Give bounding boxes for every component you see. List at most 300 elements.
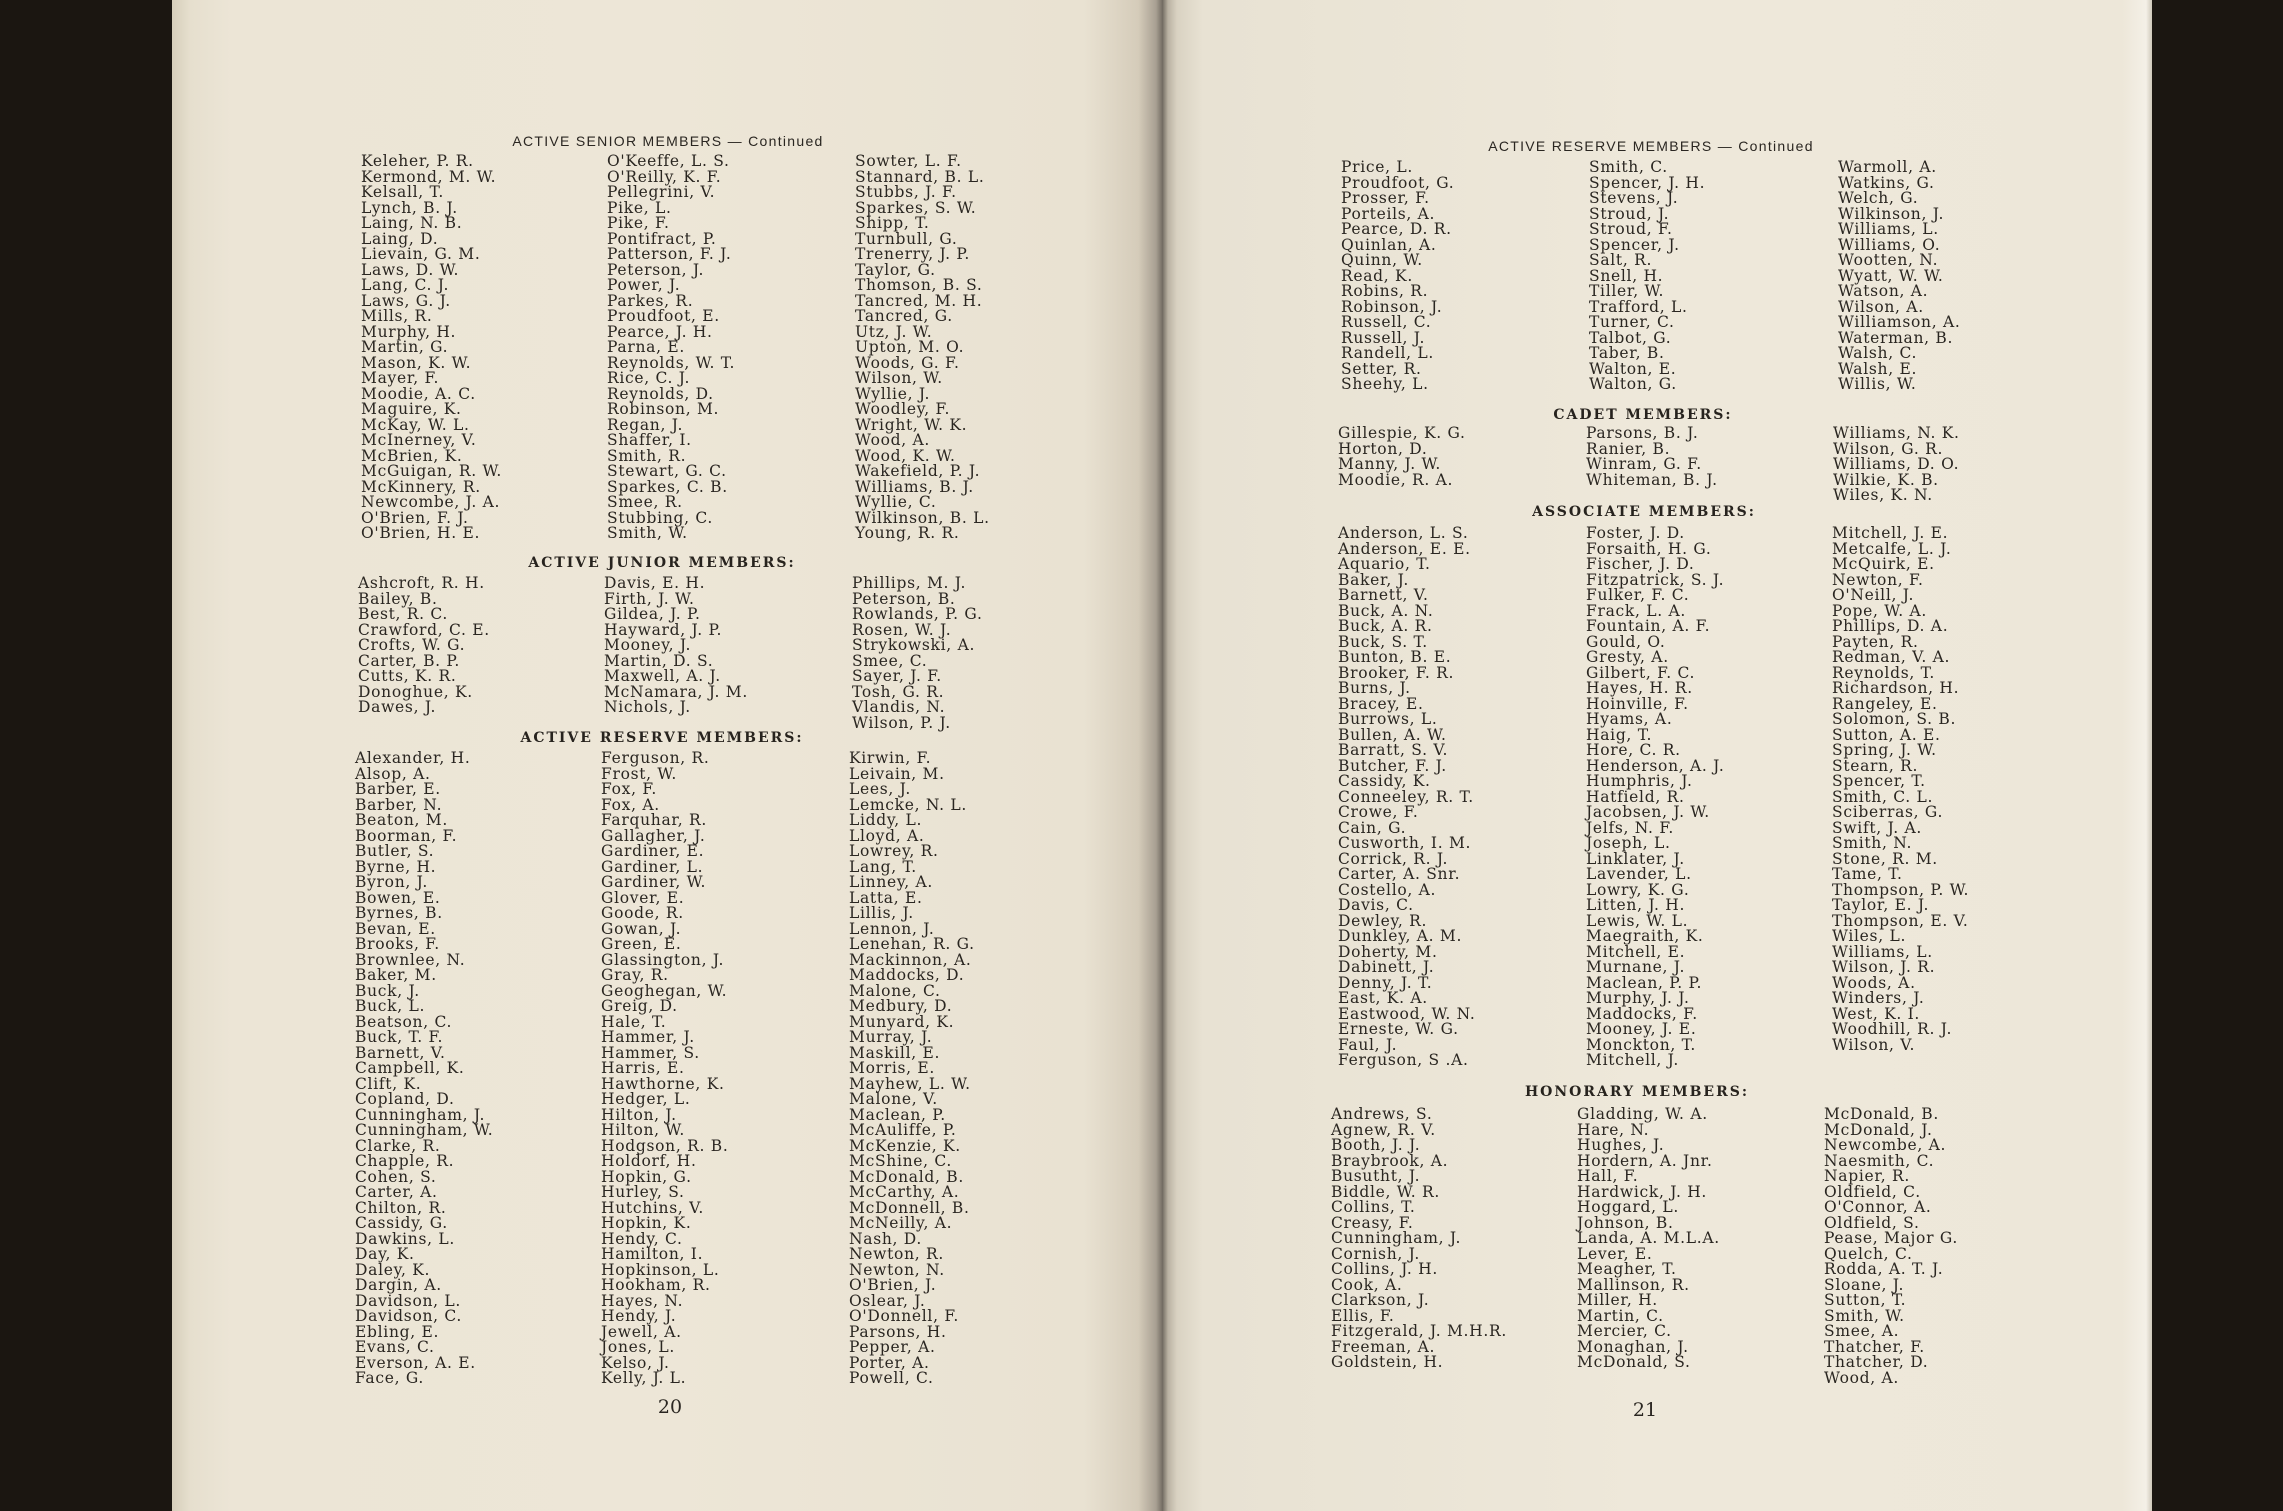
member-name: Boorman, F.: [355, 826, 458, 845]
member-name: Spencer, T.: [1832, 772, 1926, 790]
member-column: [1341, 160, 1454, 393]
member-name: Naesmith, C.: [1824, 1151, 1935, 1170]
member-name: Smee, R.: [607, 493, 683, 511]
member-name: Martin, G.: [361, 338, 449, 356]
member-name: Trenerry, J. P.: [855, 245, 971, 263]
member-name: Braybrook, A.: [1331, 1151, 1449, 1170]
member-name: Buck, S. T.: [1338, 632, 1428, 651]
member-name: O'Neill, J.: [1832, 586, 1915, 604]
member-name: Lang, T.: [849, 857, 917, 876]
member-name: Thatcher, F.: [1824, 1337, 1925, 1356]
member-name: Fischer, J. D.: [1586, 555, 1695, 573]
member-name: Malone, V.: [849, 1090, 938, 1108]
member-name: Buck, L.: [355, 997, 426, 1015]
member-name: Gladding, W. A.: [1577, 1105, 1708, 1123]
member-name: Hodgson, R. B.: [601, 1136, 729, 1155]
member-name: Wilson, V.: [1832, 1035, 1916, 1054]
member-name: Kelso, J.: [601, 1353, 670, 1372]
member-name: Everson, A. E.: [355, 1353, 476, 1372]
member-name: Strykowski, A.: [852, 636, 976, 654]
member-name: Mooney, J.: [604, 636, 692, 654]
member-name: Clarke, R.: [355, 1136, 441, 1155]
member-name: Woods, G. F.: [855, 353, 960, 372]
member-name: Thatcher, D.: [1824, 1353, 1929, 1371]
member-name: Barnett, V.: [355, 1043, 446, 1062]
member-name: Pease, Major G.: [1824, 1229, 1958, 1247]
member-name: Quinn, W.: [1341, 251, 1423, 269]
member-column: [852, 576, 983, 731]
member-name: Mooney, J. E.: [1586, 1020, 1697, 1038]
member-name: Crofts, W. G.: [358, 636, 466, 654]
member-name: Bailey, B.: [358, 589, 438, 608]
member-name: Davidson, L.: [355, 1291, 462, 1310]
member-name: Fulker, F. C.: [1586, 586, 1690, 604]
member-name: Newton, N.: [849, 1260, 945, 1279]
member-name: Denny, J. T.: [1338, 973, 1433, 992]
member-name: Anderson, L. S.: [1338, 524, 1469, 542]
member-name: Clift, K.: [355, 1074, 422, 1093]
member-name: O'Brien, H. E.: [361, 524, 481, 542]
member-name: Mills, R.: [361, 307, 433, 325]
member-name: Stroud, F.: [1589, 220, 1673, 238]
member-name: Powell, C.: [849, 1369, 934, 1387]
member-name: Watkins, G.: [1838, 173, 1935, 192]
member-name: Brooks, F.: [355, 935, 440, 953]
member-name: Woodhill, R. J.: [1832, 1020, 1953, 1038]
member-name: Pike, L.: [607, 198, 672, 217]
member-name: Horton, D.: [1338, 439, 1428, 458]
member-name: Read, K.: [1341, 266, 1413, 285]
member-name: Woods, A.: [1832, 973, 1916, 992]
member-name: McGuigan, R. W.: [361, 462, 503, 480]
page-number: 20: [657, 1396, 683, 1418]
member-name: Fox, A.: [601, 795, 660, 814]
member-column: [855, 154, 990, 542]
member-name: Williams, L.: [1832, 942, 1933, 961]
member-column: [604, 576, 748, 716]
member-name: Williams, N. K.: [1833, 424, 1960, 442]
member-name: Hilton, W.: [601, 1121, 685, 1139]
member-column: [1832, 526, 1969, 1053]
member-name: Robinson, M.: [607, 400, 720, 418]
member-name: Quinlan, A.: [1341, 235, 1437, 254]
member-name: Sciberras, G.: [1832, 803, 1944, 821]
member-name: Smith, W.: [1824, 1306, 1905, 1325]
member-name: Thomson, B. S.: [855, 276, 983, 294]
member-name: Peterson, B.: [852, 589, 956, 608]
member-name: Chilton, R.: [355, 1198, 447, 1217]
member-name: Sheehy, L.: [1341, 375, 1429, 393]
member-name: Utz, J. W.: [855, 322, 933, 341]
member-name: Martin, C.: [1577, 1306, 1664, 1325]
member-name: Gould, O.: [1586, 632, 1666, 651]
member-name: Richardson, H.: [1832, 679, 1960, 697]
member-name: Jelfs, N. F.: [1586, 818, 1674, 837]
member-name: McAuliffe, P.: [849, 1121, 957, 1139]
member-name: Stannard, B. L.: [855, 167, 985, 186]
member-name: O'Donnell, F.: [849, 1307, 960, 1325]
member-name: Baker, J.: [1338, 570, 1409, 589]
member-name: O'Reilly, K. F.: [607, 167, 722, 186]
member-name: Hoggard, L.: [1577, 1198, 1680, 1216]
member-name: Wright, W. K.: [855, 415, 968, 434]
member-name: Davidson, C.: [355, 1307, 463, 1325]
member-name: Tancred, G.: [855, 307, 953, 325]
member-name: Frost, W.: [601, 764, 677, 783]
member-name: Porteils, A.: [1341, 204, 1436, 223]
member-name: Payten, R.: [1832, 632, 1919, 651]
member-name: Robinson, J.: [1341, 297, 1443, 316]
member-name: Campbell, K.: [355, 1059, 465, 1077]
member-name: Anderson, E. E.: [1338, 539, 1471, 558]
member-name: Newcombe, J. A.: [361, 493, 501, 511]
member-name: Lang, C. J.: [361, 276, 450, 294]
member-name: Best, R. C.: [358, 605, 449, 623]
member-name: Prosser, F.: [1341, 189, 1430, 207]
member-name: Gallagher, J.: [601, 826, 706, 845]
member-name: Taylor, G.: [855, 260, 936, 279]
member-name: Clarkson, J.: [1331, 1291, 1430, 1309]
member-name: Liddy, L.: [849, 811, 923, 829]
member-name: Swift, J. A.: [1832, 818, 1923, 837]
member-name: Gardiner, W.: [601, 873, 707, 891]
member-name: Hale, T.: [601, 1012, 667, 1031]
member-name: Turner, C.: [1589, 313, 1675, 331]
member-name: Maxwell, A. J.: [604, 667, 721, 685]
member-name: Hammer, S.: [601, 1043, 700, 1062]
member-name: Frack, L. A.: [1586, 601, 1686, 620]
member-name: Upton, M. O.: [855, 338, 965, 356]
member-name: Williams, B. J.: [855, 477, 974, 496]
member-name: Oslear, J.: [849, 1291, 926, 1310]
member-name: Humphris, J.: [1586, 772, 1693, 790]
member-name: Hall, F.: [1577, 1167, 1639, 1185]
member-name: O'Brien, F. J.: [361, 508, 469, 527]
member-name: O'Connor, A.: [1824, 1198, 1932, 1216]
member-name: Russell, J.: [1341, 328, 1426, 347]
member-name: Taylor, E. J.: [1832, 896, 1930, 914]
member-name: Buck, T. F.: [355, 1028, 444, 1046]
member-name: Alsop, A.: [355, 764, 431, 783]
member-name: Face, G.: [355, 1369, 425, 1387]
member-name: Randell, L.: [1341, 344, 1435, 362]
member-name: Eastwood, W. N.: [1338, 1004, 1476, 1023]
member-name: Walsh, C.: [1838, 344, 1918, 362]
member-name: O'Brien, J.: [849, 1276, 937, 1294]
member-name: Creasy, F.: [1331, 1213, 1414, 1232]
member-name: Lemcke, N. L.: [849, 795, 968, 814]
member-name: Beatson, C.: [355, 1012, 453, 1031]
member-name: Monaghan, J.: [1577, 1337, 1689, 1356]
member-name: Mason, K. W.: [361, 353, 472, 372]
member-name: McDonald, B.: [849, 1167, 964, 1186]
member-name: Wilson, W.: [855, 369, 943, 387]
member-name: Cornish, J.: [1331, 1244, 1420, 1263]
member-name: Gildea, J. P.: [604, 605, 701, 623]
member-name: Ferguson, S .A.: [1338, 1051, 1469, 1069]
member-name: Williams, O.: [1838, 235, 1941, 254]
member-name: Williams, D. O.: [1833, 455, 1960, 473]
member-name: Stearn, R.: [1832, 756, 1919, 775]
member-name: Baker, M.: [355, 966, 437, 984]
member-column: [1586, 426, 1718, 488]
member-name: Leivain, M.: [849, 764, 945, 783]
member-name: Aquario, T.: [1338, 555, 1431, 573]
member-name: Wilkinson, B. L.: [855, 508, 990, 527]
member-name: Reynolds, T.: [1832, 663, 1935, 682]
member-name: Moodie, R. A.: [1338, 470, 1454, 489]
member-name: Gowan, J.: [601, 919, 682, 938]
member-name: Haig, T.: [1586, 725, 1653, 744]
member-name: Martin, D. S.: [604, 651, 714, 670]
member-name: Sutton, T.: [1824, 1291, 1907, 1309]
member-name: Walsh, E.: [1838, 359, 1918, 378]
member-column: [1824, 1107, 1958, 1386]
member-name: Latta, E.: [849, 888, 923, 907]
member-name: Malone, C.: [849, 981, 941, 1000]
member-name: Lowry, K. G.: [1586, 880, 1690, 899]
member-name: Crawford, C. E.: [358, 620, 490, 639]
member-name: Lowrey, R.: [849, 842, 939, 860]
member-name: Wyatt, W. W.: [1838, 266, 1944, 285]
member-name: Newcombe, A.: [1824, 1136, 1947, 1154]
member-name: Setter, R.: [1341, 359, 1422, 378]
continued-heading: ACTIVE SENIOR MEMBERS — Continued: [512, 133, 824, 149]
member-name: Trafford, L.: [1589, 297, 1688, 316]
member-column: [1338, 526, 1476, 1069]
member-name: Tancred, M. H.: [855, 291, 983, 310]
member-column: [1338, 426, 1466, 488]
member-name: Winram, G. F.: [1586, 455, 1702, 473]
member-name: Reynolds, W. T.: [607, 353, 736, 372]
member-name: Sayer, J. F.: [852, 667, 942, 685]
member-name: Morris, E.: [849, 1059, 936, 1077]
member-column: [1586, 526, 1725, 1069]
member-name: Geoghegan, W.: [601, 981, 728, 1000]
member-name: Davis, C.: [1338, 896, 1414, 914]
member-name: Butler, S.: [355, 842, 435, 860]
member-column: [1838, 160, 1960, 393]
member-name: Collins, T.: [1331, 1198, 1416, 1216]
member-name: Wilkie, K. B.: [1833, 470, 1939, 489]
member-name: Hatfield, R.: [1586, 787, 1685, 806]
member-name: Tosh, G. R.: [852, 682, 945, 701]
member-name: Proudfoot, G.: [1341, 173, 1455, 192]
member-name: Munyard, K.: [849, 1012, 955, 1031]
member-name: McShine, C.: [849, 1152, 953, 1170]
member-name: Stone, R. M.: [1832, 849, 1938, 868]
member-name: Murnane, J.: [1586, 958, 1686, 976]
member-name: Buck, A. N.: [1338, 601, 1434, 620]
member-name: Proudfoot, E.: [607, 307, 720, 325]
member-column: [849, 751, 975, 1387]
member-name: Mercier, C.: [1577, 1322, 1672, 1340]
member-name: Maddocks, D.: [849, 966, 965, 984]
section-heading-associate: ASSOCIATE MEMBERS:: [1532, 504, 1756, 520]
member-name: Wilson, P. J.: [852, 713, 951, 732]
member-name: Daley, K.: [355, 1260, 431, 1279]
member-column: [1331, 1107, 1507, 1371]
member-name: Wilson, A.: [1838, 297, 1924, 316]
member-name: McInerney, V.: [361, 431, 477, 449]
member-name: Newton, R.: [849, 1245, 944, 1263]
member-name: Butcher, F. J.: [1338, 756, 1447, 775]
member-name: Stevens, J.: [1589, 189, 1679, 207]
member-name: Maclean, P.: [849, 1105, 946, 1124]
member-name: Robins, R.: [1341, 282, 1429, 300]
member-name: Wilson, G. R.: [1833, 439, 1944, 458]
member-name: Walton, G.: [1589, 375, 1677, 393]
member-name: Wilson, J. R.: [1832, 958, 1936, 976]
member-name: Cassidy, G.: [355, 1214, 448, 1232]
member-name: Joseph, L.: [1586, 834, 1671, 852]
section-heading-honorary: HONORARY MEMBERS:: [1524, 1084, 1750, 1100]
member-name: Wootten, N.: [1838, 251, 1939, 269]
member-name: Walton, E.: [1589, 359, 1677, 378]
member-name: Woodley, F.: [855, 400, 951, 418]
member-name: Hedger, L.: [601, 1090, 691, 1108]
member-name: Fox, F.: [601, 780, 658, 798]
member-name: Hurley, S.: [601, 1183, 685, 1201]
member-name: Fountain, A. F.: [1586, 617, 1711, 635]
member-name: Kermond, M. W.: [361, 167, 497, 186]
member-name: Collins, J. H.: [1331, 1260, 1438, 1278]
member-name: Thompson, E. V.: [1832, 911, 1969, 930]
member-name: Erneste, W. G.: [1338, 1020, 1459, 1038]
member-name: Salt, R.: [1589, 251, 1653, 269]
member-name: Byrnes, B.: [355, 904, 443, 922]
member-name: Tame, T.: [1832, 865, 1903, 883]
member-name: McDonnell, B.: [849, 1198, 970, 1217]
member-name: Brooker, F. R.: [1338, 663, 1455, 682]
member-name: Gresty, A.: [1586, 648, 1669, 666]
member-name: Laws, D. W.: [361, 260, 460, 279]
member-name: Ellis, F.: [1331, 1306, 1395, 1325]
member-name: Miller, H.: [1577, 1291, 1658, 1309]
member-name: Hardwick, J. H.: [1577, 1182, 1708, 1201]
member-name: Hammer, J.: [601, 1028, 695, 1046]
member-name: Mayer, F.: [361, 369, 440, 387]
member-name: Holdorf, H.: [601, 1152, 697, 1170]
member-name: Landa, A. M.L.A.: [1577, 1229, 1720, 1247]
member-name: Jewell, A.: [601, 1322, 682, 1341]
member-name: McDonald, B.: [1824, 1105, 1939, 1123]
member-name: Chapple, R.: [355, 1152, 455, 1170]
member-name: Oldfield, C.: [1824, 1182, 1921, 1201]
member-name: Litten, J. H.: [1586, 896, 1686, 914]
member-name: Lewis, W. L.: [1586, 911, 1689, 930]
member-name: McKenzie, K.: [849, 1136, 961, 1155]
member-name: Welch, G.: [1838, 189, 1919, 207]
member-name: Winders, J.: [1832, 989, 1925, 1007]
member-name: Carter, A.: [355, 1183, 438, 1201]
member-name: Bowen, E.: [355, 888, 441, 907]
member-name: Maddocks, F.: [1586, 1004, 1698, 1023]
member-name: Kelly, J. L.: [601, 1369, 687, 1387]
member-name: Young, R. R.: [855, 524, 960, 542]
member-name: Dawkins, L.: [355, 1229, 455, 1248]
member-name: Gardiner, E.: [601, 842, 705, 860]
member-name: Tiller, W.: [1589, 282, 1665, 300]
member-name: Kelsall, T.: [361, 183, 444, 201]
member-name: Maguire, K.: [361, 400, 462, 418]
member-name: Jones, L.: [601, 1338, 676, 1356]
member-name: Wood, A.: [1824, 1368, 1900, 1387]
member-name: McDonald, J.: [1824, 1120, 1933, 1139]
member-name: Buck, J.: [355, 981, 420, 1000]
member-name: Mayhew, L. W.: [849, 1074, 971, 1093]
section-heading-cadet: CADET MEMBERS:: [1553, 407, 1733, 423]
member-name: Henderson, A. J.: [1586, 756, 1725, 775]
member-name: Conneeley, R. T.: [1338, 787, 1474, 806]
member-name: Sowter, L. F.: [855, 152, 962, 170]
member-name: Ashcroft, R. H.: [358, 574, 485, 592]
member-name: Goldstein, H.: [1331, 1353, 1444, 1371]
member-name: Spencer, J. H.: [1589, 173, 1706, 192]
member-name: Pellegrini, V.: [607, 183, 716, 201]
member-name: Sloane, J.: [1824, 1275, 1905, 1294]
member-name: Ranier, B.: [1586, 439, 1671, 458]
member-name: Hopkinson, L.: [601, 1260, 720, 1279]
member-name: Lennon, J.: [849, 919, 935, 938]
member-name: Corrick, R. J.: [1338, 849, 1449, 868]
member-name: Lever, E.: [1577, 1244, 1653, 1263]
member-name: Barber, E.: [355, 780, 441, 798]
member-name: Patterson, F. J.: [607, 245, 732, 263]
member-name: Thompson, P. W.: [1832, 880, 1970, 899]
member-name: Lloyd, A.: [849, 826, 925, 845]
member-name: Mitchell, E.: [1586, 942, 1686, 961]
member-name: Keleher, P. R.: [361, 152, 474, 170]
member-name: Wakefield, P. J.: [855, 462, 981, 480]
member-name: Manny, J. W.: [1338, 455, 1442, 473]
member-name: Dabinett, J.: [1338, 958, 1435, 976]
member-name: Smith, C. L.: [1832, 787, 1934, 806]
member-name: Redman, V. A.: [1832, 648, 1951, 666]
member-column: [601, 751, 728, 1387]
member-name: McDonald, S.: [1577, 1353, 1691, 1371]
member-name: Buck, A. R.: [1338, 617, 1433, 635]
member-name: Hare, N.: [1577, 1120, 1650, 1139]
member-name: Napier, R.: [1824, 1167, 1911, 1185]
member-name: Greig, D.: [601, 997, 678, 1015]
member-name: Wilkinson, J.: [1838, 204, 1945, 223]
member-name: Stubbs, J. F.: [855, 183, 957, 201]
member-name: Day, K.: [355, 1245, 415, 1263]
member-name: Harris, E.: [601, 1059, 685, 1077]
member-name: Snell, H.: [1589, 266, 1664, 285]
member-name: Hayes, N.: [601, 1291, 684, 1310]
member-name: Crowe, F.: [1338, 803, 1419, 821]
member-name: Murphy, H.: [361, 322, 457, 341]
member-name: Evans, C.: [355, 1338, 435, 1356]
member-name: Hawthorne, K.: [601, 1074, 725, 1093]
member-name: Dargin, A.: [355, 1276, 442, 1294]
member-name: Gray, R.: [601, 966, 669, 984]
member-name: Booth, J. J.: [1331, 1136, 1421, 1154]
member-name: Talbot, G.: [1589, 328, 1672, 347]
member-name: McKinnery, R.: [361, 477, 481, 496]
member-name: Rosen, W. J.: [852, 620, 952, 639]
member-name: Smith, R.: [607, 446, 687, 465]
member-name: Sutton, A. E.: [1832, 725, 1941, 744]
member-name: Smee, C.: [852, 651, 928, 670]
member-name: Wyllie, J.: [855, 384, 931, 403]
member-name: Waterman, B.: [1838, 328, 1954, 347]
member-name: Wiles, L.: [1832, 927, 1907, 945]
member-name: Watson, A.: [1838, 282, 1929, 300]
member-name: Smee, A.: [1824, 1322, 1900, 1340]
